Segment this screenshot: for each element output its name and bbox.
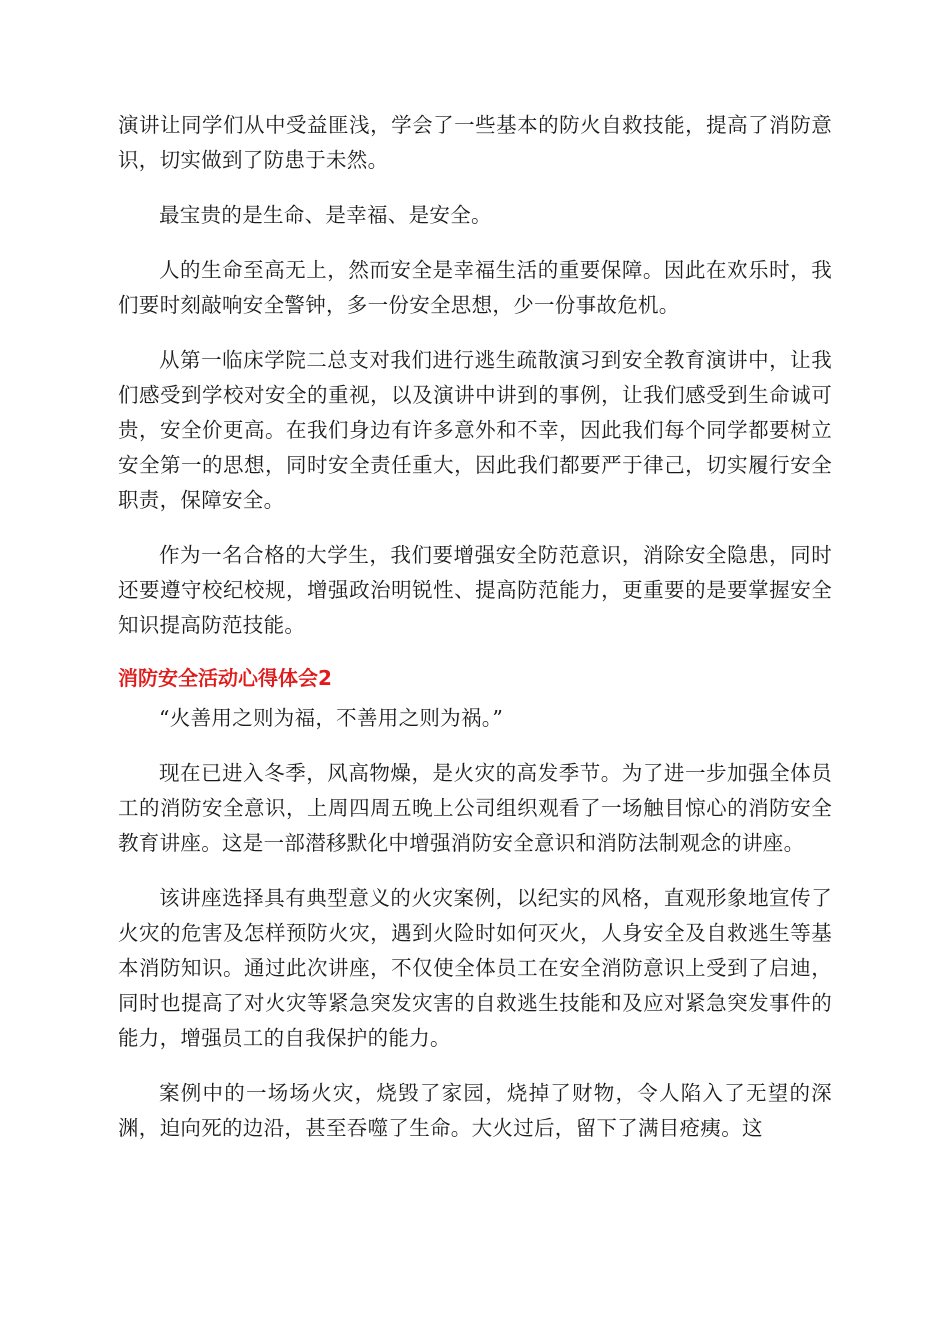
paragraph: 最宝贵的是生命、是幸福、是安全。 bbox=[159, 203, 492, 227]
paragraph-continued: 演讲让同学们从中受益匪浅，学会了一些基本的防火自救技能，提高了消防意识，切实做到了防患于未然。 bbox=[118, 113, 832, 172]
paragraph: 人的生命至高无上，然而安全是幸福生活的重要保障。因此在欢乐时，我们要时刻敲响安全警钟，多一份安全思想，少一份事故危机。 bbox=[118, 258, 832, 317]
paragraph: 案例中的一场场火灾，烧毁了家园，烧掉了财物，令人陷入了无望的深渊，迫向死的边沿，甚至吞噬了生命。大火过后，留下了满目疮痍。这 bbox=[118, 1081, 832, 1140]
paragraph: 作为一名合格的大学生，我们要增强安全防范意识，消除安全隐患，同时还要遵守校纪校规，增强政治明锐性、提高防范能力，更重要的是要掌握安全知识提高防范技能。 bbox=[118, 543, 832, 637]
paragraph: 该讲座选择具有典型意义的火灾案例，以纪实的风格，直观形象地宣传了火灾的危害及怎样预防火灾，遇到火险时如何灭火，人身安全及自救逃生等基本消防知识。通过此次讲座，不仅使全体员工在安全消防意识上受到了启迪，同时也提高了对火灾等紧急突发灾害的自救逃生技能和及应对紧急突发事件的能力，增强员工的自我保护的能力。 bbox=[118, 886, 832, 1050]
section-heading: 消防安全活动心得体会2 bbox=[118, 666, 332, 690]
quote-paragraph: “火善用之则为福，不善用之则为祸。” bbox=[159, 706, 504, 730]
paragraph: 从第一临床学院二总支对我们进行逃生疏散演习到安全教育演讲中，让我们感受到学校对安全的重视，以及演讲中讲到的事例，让我们感受到生命诚可贵，安全价更高。在我们身边有许多意外和不幸，因此我们每个同学都要树立安全第一的思想，同时安全责任重大，因此我们都要严于律己，切实履行安全职责，保障安全。 bbox=[118, 348, 832, 512]
paragraph: 现在已进入冬季，风高物燥，是火灾的高发季节。为了进一步加强全体员工的消防安全意识，上周四周五晚上公司组织观看了一场触目惊心的消防安全教育讲座。这是一部潜移默化中增强消防安全意识和消防法制观念的讲座。 bbox=[118, 761, 832, 855]
